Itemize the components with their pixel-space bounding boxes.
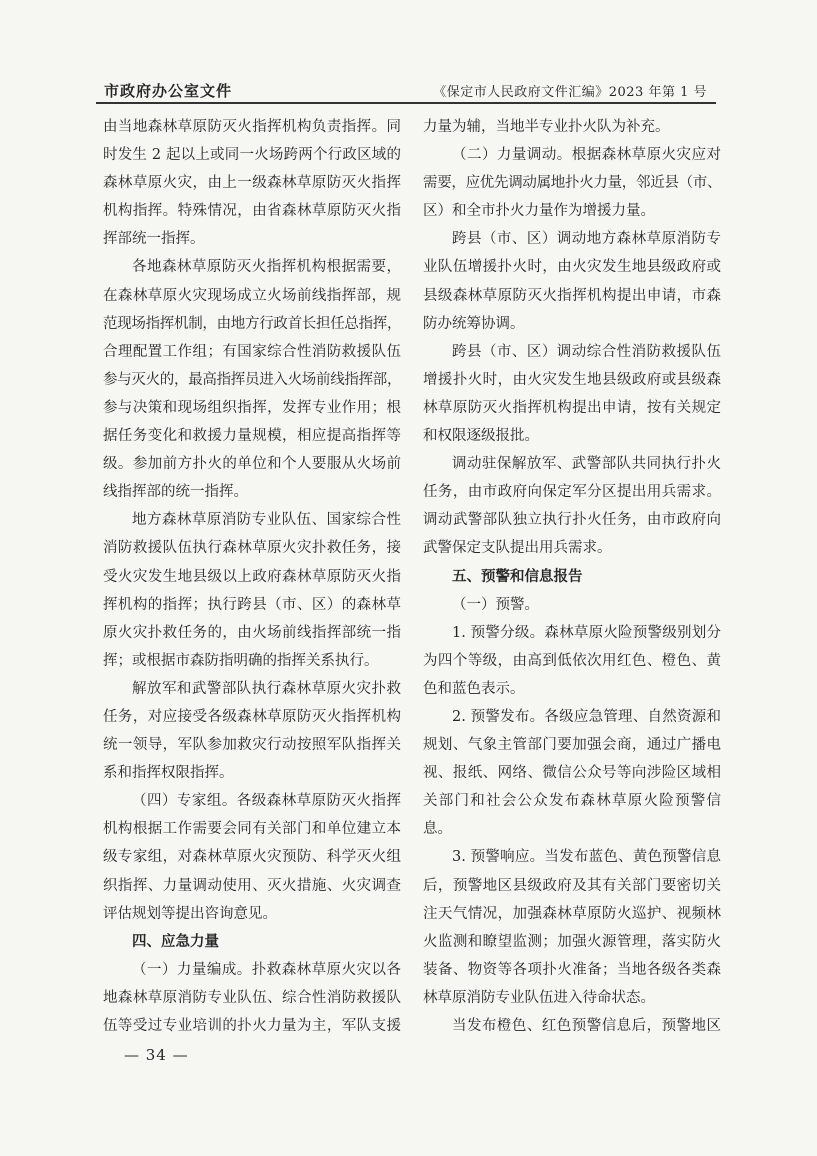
- text-line: 受火灾发生地县级以上政府森林草原防灭火指: [103, 568, 401, 585]
- text-line: 视、报纸、网络、微信公众号等向涉险区域相: [423, 765, 721, 782]
- left-text-column: [103, 113, 401, 1040]
- text-line: 原火灾扑救任务的，由火场前线指挥部统一指: [103, 624, 401, 641]
- text-line: 任务，由市政府向保定军分区提出用兵需求。: [423, 484, 721, 501]
- text-line: 火监测和瞭望监测；加强火源管理，落实防火: [423, 933, 721, 950]
- text-line: 机构指挥。特殊情况，由省森林草原防灭火指: [103, 203, 401, 220]
- text-line: 息。: [423, 821, 452, 838]
- text-line: 调动驻保解放军、武警部队共同执行扑火: [452, 456, 721, 473]
- text-line: 和权限逐级报批。: [423, 428, 539, 445]
- text-line: 增援扑火时，由火灾发生地县级政府或县级森: [423, 371, 721, 388]
- text-line: 跨县（市、区）调动综合性消防救援队伍: [452, 343, 721, 360]
- text-line: 各地森林草原防灭火指挥机构根据需要，: [132, 259, 401, 276]
- text-line: 林草原防灭火指挥机构提出申请，按有关规定: [423, 399, 721, 416]
- text-line: 级专家组，对森林草原火灾预防、科学灭火组: [103, 849, 401, 866]
- text-line: 地方森林草原消防专业队伍、国家综合性: [132, 512, 401, 529]
- text-line: 由当地森林草原防灭火指挥机构负责指挥。同: [103, 119, 401, 135]
- text-line: 后，预警地区县级政府及其有关部门要密切关: [423, 877, 721, 894]
- text-line: （四）专家组。各级森林草原防灭火指挥: [132, 793, 401, 810]
- section-heading: 四、应急力量: [132, 933, 219, 950]
- text-line: 合理配置工作组；有国家综合性消防救援队伍: [103, 343, 401, 360]
- text-line: 装备、物资等各项扑火准备；当地各级各类森: [423, 961, 721, 978]
- right-text-column: [423, 113, 721, 1040]
- text-line: （二）力量调动。根据森林草原火灾应对: [452, 147, 721, 164]
- section-heading: 五、预警和信息报告: [452, 568, 583, 585]
- text-line: 在森林草原火灾现场成立火场前线指挥部，规: [103, 287, 401, 304]
- header-office-title: 市政府办公室文件: [104, 82, 233, 100]
- text-line: 色和蓝色表示。: [423, 680, 525, 697]
- text-line: 级。参加前方扑火的单位和个人要服从火场前: [103, 456, 401, 473]
- text-line: 3. 预警响应。当发布蓝色、黄色预警信息: [452, 849, 721, 866]
- text-line: 当发布橙色、红色预警信息后，预警地区: [452, 1018, 721, 1034]
- text-line: 县级森林草原防灭火指挥机构提出申请，市森: [423, 287, 721, 304]
- text-line: 林草原消防专业队伍进入待命状态。: [423, 989, 655, 1006]
- text-line: 业队伍增援扑火时，由火灾发生地县级政府或: [423, 259, 721, 276]
- text-line: 伍等受过专业培训的扑火力量为主，军队支援: [103, 1018, 401, 1034]
- text-line: 规划、气象主管部门要加强会商，通过广播电: [423, 737, 721, 754]
- text-line: 为四个等级，由高到低依次用红色、橙色、黄: [423, 652, 721, 669]
- text-line: 参与决策和现场组织指挥，发挥专业作用；根: [103, 399, 401, 416]
- text-line: 任务，对应接受各级森林草原防灭火指挥机构: [103, 708, 401, 725]
- text-line: 注天气情况，加强森林草原防火巡护、视频林: [423, 905, 721, 922]
- page-number: — 34 —: [124, 1046, 189, 1064]
- text-line: 2. 预警发布。各级应急管理、自然资源和: [452, 708, 721, 725]
- text-line: 机构根据工作需要会同有关部门和单位建立本: [103, 821, 401, 838]
- text-line: 织指挥、力量调动使用、灭火措施、火灾调查: [103, 877, 401, 894]
- text-line: 森林草原火灾，由上一级森林草原防灭火指挥: [103, 175, 401, 192]
- text-line: 1. 预警分级。森林草原火险预警级别划分: [452, 624, 721, 641]
- text-line: 挥部统一指挥。: [103, 231, 205, 248]
- text-line: （一）预警。: [452, 596, 539, 613]
- text-line: 时发生 2 起以上或同一火场跨两个行政区域的: [103, 147, 401, 164]
- text-line: 关部门和社会公众发布森林草原火险预警信: [423, 793, 721, 810]
- text-line: 调动武警部队独立执行扑火任务，由市政府向: [423, 512, 721, 529]
- text-line: 参与灭火的，最高指挥员进入火场前线指挥部，: [103, 371, 402, 388]
- text-line: 线指挥部的统一指挥。: [103, 484, 248, 501]
- text-line: 系和指挥权限指挥。: [103, 765, 234, 782]
- header-publication-title: 《保定市人民政府文件汇编》2023 年第 1 号: [433, 85, 707, 100]
- text-line: 需要，应优先调动属地扑火力量，邻近县（市、: [423, 175, 722, 192]
- text-line: 地森林草原消防专业队伍、综合性消防救援队: [103, 989, 401, 1006]
- text-line: 防办统筹协调。: [423, 315, 525, 332]
- text-line: 消防救援队伍执行森林草原火灾扑救任务，接: [103, 540, 401, 557]
- text-line: 范现场指挥机制，由地方行政首长担任总指挥，: [103, 315, 402, 332]
- header-divider: [96, 102, 716, 104]
- text-line: 评估规划等提出咨询意见。: [103, 905, 277, 922]
- text-line: 据任务变化和救援力量规模，相应提高指挥等: [103, 428, 401, 445]
- text-line: 区）和全市扑火力量作为增援力量。: [423, 203, 655, 220]
- text-line: 解放军和武警部队执行森林草原火灾扑救: [132, 680, 401, 697]
- text-line: 力量为辅，当地半专业扑火队为补充。: [423, 119, 670, 135]
- text-line: 挥机构的指挥；执行跨县（市、区）的森林草: [103, 596, 401, 613]
- text-line: 统一领导，军队参加救灾行动按照军队指挥关: [103, 737, 401, 754]
- text-line: 挥；或根据市森防指明确的指挥关系执行。: [103, 652, 379, 669]
- text-line: 武警保定支队提出用兵需求。: [423, 540, 612, 557]
- text-line: （一）力量编成。扑救森林草原火灾以各: [132, 961, 401, 978]
- text-line: 跨县（市、区）调动地方森林草原消防专: [452, 231, 721, 248]
